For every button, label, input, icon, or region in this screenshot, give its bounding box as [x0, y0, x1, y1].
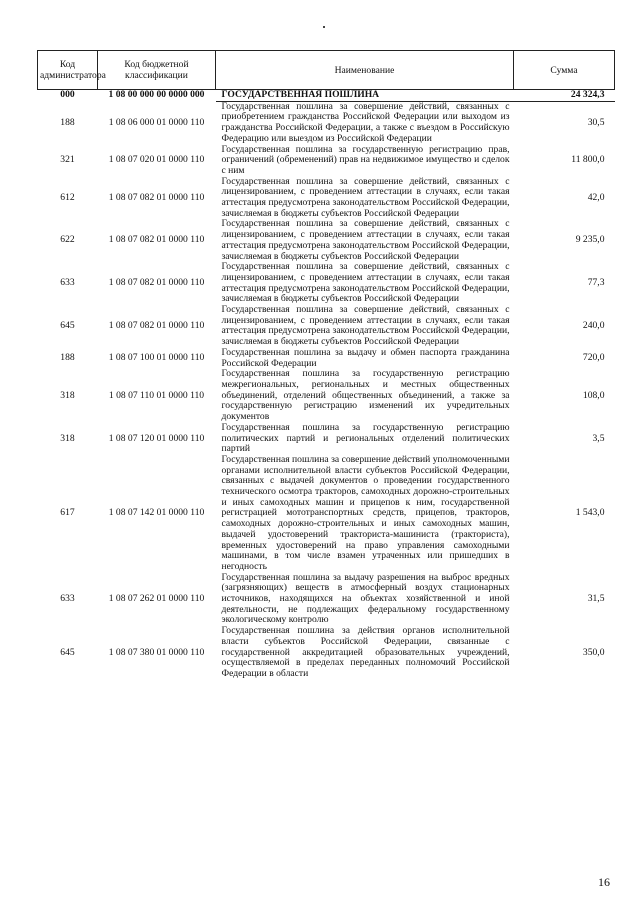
budget-code-cell: 1 08 07 082 01 0000 110: [108, 320, 205, 332]
budget-code-cell: 1 08 07 082 01 0000 110: [108, 234, 205, 246]
budget-code-cell: 1 08 07 142 01 0000 110: [108, 507, 205, 519]
header-amount: Сумма: [514, 51, 615, 90]
budget-code-cell: 1 08 00 000 00 0000 000: [108, 89, 205, 101]
admin-code-cell: 633: [60, 277, 75, 289]
budget-code-cell: 1 08 07 110 01 0000 110: [108, 389, 205, 401]
name-cell: Государственная пошлина за государственную регистрацию политических партий и региональных отделений политических партий: [221, 421, 510, 455]
name-cell: Государственная пошлина за совершение действий уполномоченными органами исполнительной власти субъектов Российской Федерации, связанных с выдачей документов о проведении государственного технического осмотра тракторов, самоходных дорожно-строительных и иных самоходных машин и прицепов к ним, государственной регистрацией мототранспортных средств, прицепов, тракторов, самоходных дорожно-строительных и иных самоходных машин, выдачей удостоверений тракториста-машиниста (тракториста), временных удостоверений на право управления самоходными машинами, в том числе взамен утраченных или пришедших в негодность: [221, 453, 510, 572]
budget-code-cell: 1 08 07 262 01 0000 110: [108, 593, 205, 605]
table-row: [38, 369, 615, 423]
table-row: [38, 423, 615, 455]
table-row: [38, 145, 615, 177]
table-row: [38, 455, 615, 573]
amount-cell: 3,5: [592, 432, 605, 444]
budget-code-cell: 1 08 07 082 01 0000 110: [108, 191, 205, 203]
table-row: [38, 262, 615, 305]
table-body: [38, 90, 615, 680]
budget-code-cell: 1 08 07 082 01 0000 110: [108, 277, 205, 289]
amount-cell: 11 800,0: [571, 154, 605, 166]
amount-cell: 1 543,0: [575, 507, 605, 519]
name-cell: Государственная пошлина за государственную регистрацию межрегиональных, региональных и местных общественных объединений, отделений общественных объединений, а также за государственную регистрацию изменений их учредительных документов: [221, 368, 510, 423]
name-cell: Государственная пошлина за выдачу и обмен паспорта гражданина Российской Федерации: [221, 346, 510, 369]
admin-code-cell: 318: [60, 389, 75, 401]
amount-cell: 9 235,0: [575, 234, 605, 246]
page-number: 16: [598, 875, 610, 889]
amount-cell: 350,0: [582, 646, 605, 658]
name-cell: Государственная пошлина за совершение действий, связанных с приобретением гражданства Российской Федерации или выходом из гражданства Российской Федерации, а также с въездом в Российскую Федерацию или выездом из Российской Федерации: [221, 100, 510, 144]
revenue-table: [37, 50, 615, 680]
table-row: [38, 573, 615, 627]
table-row: [38, 177, 615, 220]
admin-code-cell: 321: [60, 154, 75, 166]
amount-cell: 31,5: [587, 593, 605, 605]
name-cell: Государственная пошлина за государственную регистрацию прав, ограничений (обременений) прав на недвижимое имущество и сделок с ним: [221, 143, 510, 176]
table-row: [38, 90, 615, 102]
admin-code-cell: 617: [60, 507, 75, 519]
admin-code-cell: 612: [60, 191, 75, 203]
name-cell: Государственная пошлина за совершение действий, связанных с лицензированием, с проведением аттестации в случаях, если такая аттестация предусмотрена законодательством Российской Федерации, зачисляемая в бюджеты субъектов Российской Федерации: [221, 261, 510, 305]
header-budget-code: Код бюджетной классификации: [98, 51, 216, 90]
budget-code-cell: 1 08 06 000 01 0000 110: [108, 116, 205, 128]
budget-code-cell: 1 08 07 120 01 0000 110: [108, 432, 205, 444]
amount-cell: 240,0: [582, 320, 605, 332]
table-row: [38, 348, 615, 369]
admin-code-cell: 188: [60, 352, 75, 364]
name-cell: Государственная пошлина за выдачу разрешения на выброс вредных (загрязняющих) веществ в атмосферный воздух стационарных источников, находящихся на объектах хозяйственной и иной деятельности, не подлежащих федеральному государственному экологическому контролю: [221, 571, 510, 626]
table-row: [38, 305, 615, 348]
amount-cell: 42,0: [587, 191, 605, 203]
amount-cell: 108,0: [582, 389, 605, 401]
amount-cell: 30,5: [587, 116, 605, 128]
amount-cell: 24 324,3: [514, 90, 615, 102]
admin-code-cell: 645: [60, 320, 75, 332]
budget-code-cell: 1 08 07 380 01 0000 110: [108, 646, 205, 658]
table-row: [38, 219, 615, 262]
name-cell: Государственная пошлина за совершение действий, связанных с лицензированием, с проведением аттестации в случаях, если такая аттестация предусмотрена законодательством Российской Федерации, зачисляемая в бюджеты субъектов Российской Федерации: [221, 304, 510, 348]
admin-code-cell: 318: [60, 432, 75, 444]
admin-code-cell: 188: [60, 116, 75, 128]
table-row: [38, 101, 615, 144]
scan-mark: [323, 26, 325, 28]
table-header: [38, 51, 615, 90]
table-row: [38, 626, 615, 680]
amount-cell: 720,0: [582, 352, 605, 364]
name-cell: Государственная пошлина за действия органов исполнительной власти субъектов Российской Федерации, связанные с государственной аккредитацией образовательных учреждений, осуществляемой в пределах переданных полномочий Российской Федерации в области: [221, 625, 510, 679]
budget-code-cell: 1 08 07 020 01 0000 110: [108, 154, 205, 166]
admin-code-cell: 622: [60, 234, 75, 246]
admin-code-cell: 633: [60, 593, 75, 605]
header-admin-code: Код администратора: [38, 51, 98, 90]
name-cell: Государственная пошлина за совершение действий, связанных с лицензированием, с проведением аттестации в случаях, если такая аттестация предусмотрена законодательством Российской Федерации, зачисляемая в бюджеты субъектов Российской Федерации: [221, 175, 510, 219]
amount-cell: 77,3: [587, 277, 605, 289]
budget-code-cell: 1 08 07 100 01 0000 110: [108, 352, 205, 364]
name-cell: Государственная пошлина за совершение действий, связанных с лицензированием, с проведением аттестации в случаях, если такая аттестация предусмотрена законодательством Российской Федерации, зачисляемая в бюджеты субъектов Российской Федерации: [221, 218, 510, 262]
name-cell: ГОСУДАРСТВЕННАЯ ПОШЛИНА: [216, 90, 514, 102]
header-name: Наименование: [216, 51, 514, 90]
admin-code-cell: 645: [60, 646, 75, 658]
admin-code-cell: 000: [60, 89, 75, 101]
